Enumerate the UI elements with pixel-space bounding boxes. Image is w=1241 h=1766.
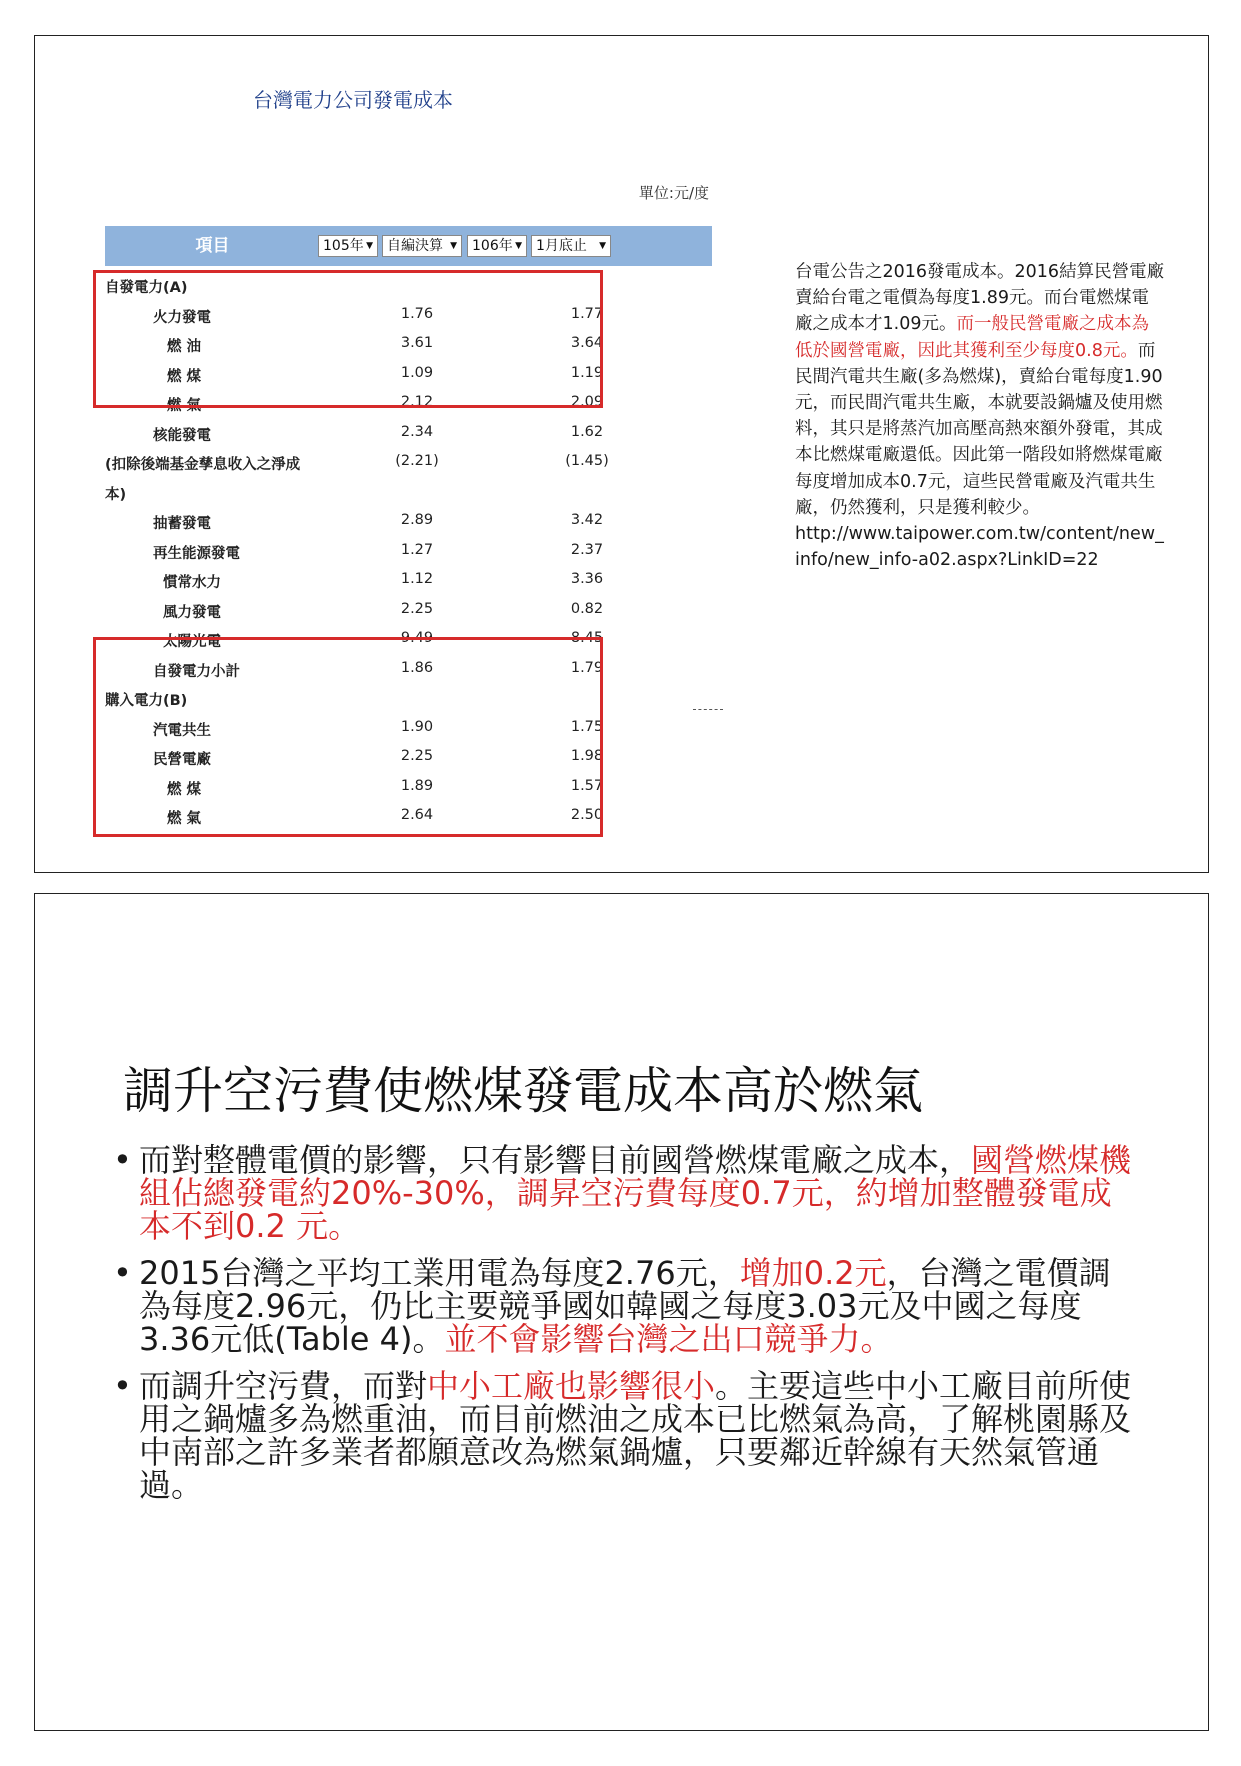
table-row [105, 565, 712, 595]
highlight-box-self-generation [93, 270, 603, 408]
row-label: 慣常水力 [163, 575, 221, 591]
row-label: 燃 氣 [167, 398, 202, 414]
cost-note [795, 259, 1165, 573]
note-text-1: 台電公告之2016發電成本。2016結算民營電廠賣給台電之電價為每度1.89元。而台電燃煤電廠之成本才1.09元。 [795, 262, 1165, 335]
row-label: 燃 煤 [167, 368, 202, 385]
row-label: 風力發電 [163, 604, 221, 621]
row-label: 燃 氣 [167, 811, 202, 827]
note-text-2: 而民間汽電共生廠(多為燃煤)，賣給台電每度1.90 元，而民間汽電共生廠，本就要設鍋爐及使用燃料，其只是將蒸汽加高壓高熱來額外發電，其成本比燃煤電廠還低。因此第一階段如將燃煤電廠每度增加成本0.7元，這些民營電廠及汽電共生廠，仍然獲利，只是獲利較少。 [795, 340, 1163, 518]
value-105: 1.76 [400, 305, 434, 322]
header-item-label: 項目 [195, 236, 230, 256]
table-divider [693, 709, 723, 710]
value-105: 1.27 [400, 541, 434, 558]
dropdown-year-106[interactable]: 106年 ▼ [467, 235, 527, 257]
bullet-item [113, 1141, 1133, 1245]
dropdown-year-105[interactable]: 105年 ▼ [318, 235, 378, 257]
row-label: 自發電力小計 [153, 663, 240, 680]
value-105: 2.25 [400, 600, 434, 617]
value-105: 1.09 [400, 364, 434, 381]
row-label: 民營電廠 [153, 752, 211, 768]
bullet-icon: • [113, 1254, 132, 1292]
value-105: 1.86 [400, 659, 434, 676]
bullet-item [113, 1254, 1133, 1358]
dropdown-type[interactable]: 自編決算 ▼ [382, 235, 462, 257]
value-105: 2.89 [400, 512, 434, 528]
slide-1 [34, 35, 1209, 873]
value-105: 1.90 [400, 718, 434, 735]
value-106: 1.75 [570, 718, 604, 735]
value-106: 3.36 [570, 571, 604, 587]
row-label: 抽蓄發電 [153, 516, 211, 532]
row-label: 再生能源發電 [153, 545, 240, 562]
bullet-text-red: 中小工廠也影響很小 [427, 1367, 716, 1405]
chevron-down-icon: ▼ [450, 241, 457, 251]
value-106: 2.09 [570, 394, 604, 410]
bullet-icon: • [113, 1367, 132, 1405]
value-105: 3.61 [400, 335, 434, 351]
table-row [105, 595, 712, 625]
bullet-text-red: 國營燃煤機組佔總發電約20%-30%，調昇空污費每度0.7元，約增加整體發電成本不到0.2 元。 [139, 1141, 1132, 1245]
bullet-text: 而對整體電價的影響，只有影響目前國營燃煤電廠之成本， [139, 1141, 972, 1179]
value-106: 1.98 [570, 748, 604, 764]
chevron-down-icon: ▼ [515, 241, 522, 251]
bullet-text: 。主要這些中小工廠目前所使用之鍋爐多為燃重油，而目前燃油之成本已比燃氣為高，了解桃園縣及中南部之許多業者都願意改為燃氣鍋爐，只要鄰近幹線有天然氣管通過。 [139, 1367, 1132, 1504]
row-label: 太陽光電 [163, 634, 221, 650]
chevron-down-icon: ▼ [366, 241, 373, 251]
value-106: 1.77 [570, 305, 604, 322]
bullet-text-red: 增加0.2元 [739, 1254, 887, 1292]
value-105: 2.25 [400, 748, 434, 764]
value-105: 2.64 [400, 807, 434, 823]
table-row [105, 447, 712, 477]
value-105: (2.21) [395, 453, 439, 469]
bullet-icon: • [113, 1141, 132, 1179]
source-url: http://www.taipower.com.tw/content/new_info/new_info-a02.aspx?LinkID=22 [795, 524, 1164, 571]
value-106: 1.19 [570, 364, 604, 381]
value-105: 2.12 [400, 394, 434, 410]
row-label: (扣除後端基金孳息收入之淨成 [105, 457, 301, 473]
value-106: 2.37 [570, 541, 604, 558]
row-label: 購入電力(B) [105, 693, 188, 709]
table-row [105, 477, 712, 507]
row-label: 核能發電 [153, 427, 211, 444]
unit-label: 單位:元/度 [638, 184, 709, 202]
slide-title: 調升空污費使燃煤發電成本高於燃氣 [123, 1062, 923, 1120]
row-label: 自發電力(A) [105, 280, 188, 296]
slide-2 [34, 893, 1209, 1731]
bullet-text: 而調升空污費，而對 [139, 1367, 428, 1405]
table-title-cut: 台灣電力公司發電成本 [253, 88, 453, 112]
value-106: 1.57 [570, 777, 604, 794]
value-106: 8.45 [570, 630, 604, 646]
row-label: 汽電共生 [153, 722, 211, 739]
value-106: (1.45) [565, 453, 609, 469]
bullet-text: ，台灣之電價調為每度2.96元，仍比主要競爭國如韓國之每度3.03元及中國之每度3.36元低(Table 4)。 [139, 1254, 1111, 1358]
value-105: 1.89 [400, 777, 434, 794]
value-106: 3.42 [570, 512, 604, 528]
highlight-box-purchased [93, 637, 603, 837]
row-label: 火力發電 [153, 309, 211, 326]
value-106: 1.62 [570, 423, 604, 440]
table-row [105, 506, 712, 536]
value-105: 9.49 [400, 630, 434, 646]
table-row [105, 536, 712, 566]
chevron-down-icon: ▼ [599, 241, 606, 251]
bullet-text: 2015台灣之平均工業用電為每度2.76元， [139, 1254, 740, 1292]
row-label: 燃 煤 [167, 781, 202, 798]
value-106: 3.64 [570, 335, 604, 351]
value-105: 1.12 [400, 571, 434, 587]
bullet-text-red: 並不會影響台灣之出口競爭力。 [444, 1320, 893, 1358]
row-label: 燃 油 [167, 339, 202, 355]
value-106: 0.82 [570, 600, 604, 617]
note-text-red: 而一般民營電廠之成本為低於國營電廠，因此其獲利至少每度0.8元。 [795, 314, 1149, 361]
value-105: 2.34 [400, 423, 434, 440]
table-header [105, 226, 712, 266]
bullet-item [113, 1367, 1133, 1504]
value-106: 2.50 [570, 807, 604, 823]
value-106: 1.79 [570, 659, 604, 676]
cost-table-image [93, 88, 723, 827]
row-label: 本) [105, 486, 127, 503]
dropdown-period[interactable]: 1月底止 ▼ [531, 235, 611, 257]
table-row [105, 418, 712, 448]
bullet-list [113, 1141, 1133, 1516]
